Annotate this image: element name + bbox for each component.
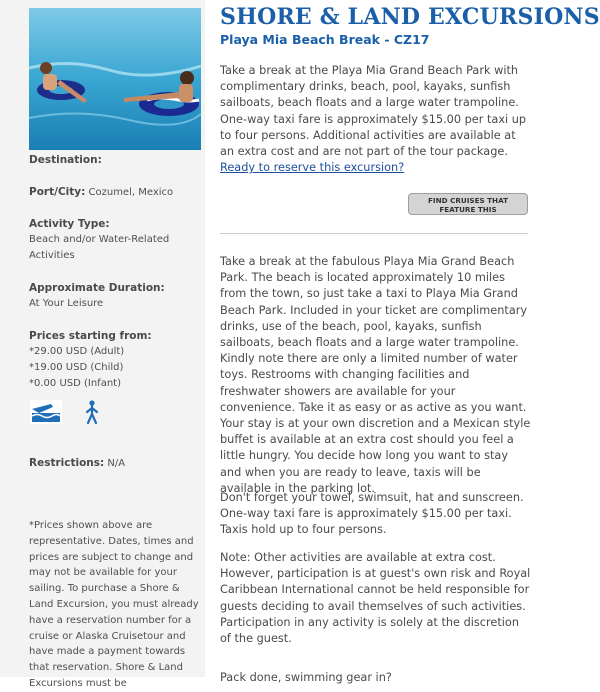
description-paragraph-1: Take a break at the fabulous Playa Mia Grand Beach Park. The beach is located approximately 10 miles from the town, so just take a taxi to Playa Mia Grand Beach Park. Included in your ticket are complimentary drinks, use of the beach, pool, kayaks, sunfish sailboats, beach floats and a large water trampoline. Kindly note there are only a limited number of water toys. Restrooms with changing facilities and freshwater showers are available for your convenience. Take it as easy or as active as you want. Your stay is at your own discretion and a Mexican style buffet is available at an extra cost should you feel a little hungry. You decide how long you want to stay and when you are ready to leave, taxis will be available in the parking lot.	[220, 255, 531, 495]
duration-value: At Your Leisure	[29, 298, 104, 309]
section-divider	[220, 233, 528, 234]
port-label: Port/City:	[29, 186, 86, 198]
port-section	[29, 184, 199, 201]
duration-label: Approximate Duration:	[29, 282, 165, 294]
restrictions-value: N/A	[107, 458, 126, 469]
page-title: SHORE & LAND EXCURSIONS	[220, 4, 600, 30]
duration-section	[29, 280, 199, 312]
restrictions-label: Restrictions:	[29, 457, 105, 469]
walking-person-icon	[87, 400, 97, 423]
find-cruises-button[interactable]	[408, 193, 528, 215]
description-paragraph-4: Pack done, swimming gear in?	[220, 671, 392, 684]
activity-type-label: Activity Type:	[29, 218, 110, 230]
activity-type-section	[29, 216, 199, 264]
activity-type-line2: Activities	[29, 250, 75, 261]
intro-block	[220, 63, 530, 176]
destination-label: Destination:	[29, 154, 102, 166]
prices-section	[29, 328, 199, 392]
destination-section	[29, 152, 199, 169]
price-adult: *29.00 USD (Adult)	[29, 346, 125, 357]
water-activity-icon	[30, 400, 62, 424]
prices-label: Prices starting from:	[29, 330, 152, 342]
description-paragraph-3: Note: Other activities are available at extra cost. However, participation is at guest's own risk and Royal Caribbean International cannot be held responsible for guests deciding to avail themselves of such activities. Participation in any activity is solely at the discretion of the guest.	[220, 551, 531, 646]
port-value: Cozumel, Mexico	[88, 187, 174, 198]
excursion-subtitle: Playa Mia Beach Break - CZ17	[220, 32, 430, 47]
beach-tubing-image	[29, 8, 201, 150]
price-infant: *0.00 USD (Infant)	[29, 378, 121, 389]
activity-type-line1: Beach and/or Water-Related	[29, 234, 170, 245]
intro-text: Take a break at the Playa Mia Grand Beach Park with complimentary drinks, beach, pool, kayaks, sunfish sailboats, beach floats and a large water trampoline. One-way taxi fare is approximately $15.00 per taxi up to four persons. Additional activities are available at an extra cost and are not part of the tour package.	[220, 64, 527, 159]
find-cruises-button-line1: FIND CRUISES THAT	[428, 196, 508, 205]
price-disclaimer: *Prices shown above are representative. Dates, times and prices are subject to change and may not be available for your sailing. To purchase a Shore & Land Excursion, you must already have a reservation number for a cruise or Alaska Cruisetour and have made a payment towards that reservation. Shore & Land Excursions must be	[29, 520, 199, 689]
activity-icons	[29, 399, 109, 425]
restrictions-section	[29, 455, 199, 472]
reserve-excursion-link[interactable]: Ready to reserve this excursion?	[220, 161, 405, 175]
price-child: *19.00 USD (Child)	[29, 362, 124, 373]
description-paragraph-2: Don't forget your towel, swimsuit, hat and sunscreen. One-way taxi fare is approximately $15.00 per taxi. Taxis hold up to four persons.	[220, 491, 524, 537]
find-cruises-button-line2: FEATURE THIS	[439, 205, 497, 214]
excursion-photo	[29, 8, 201, 150]
